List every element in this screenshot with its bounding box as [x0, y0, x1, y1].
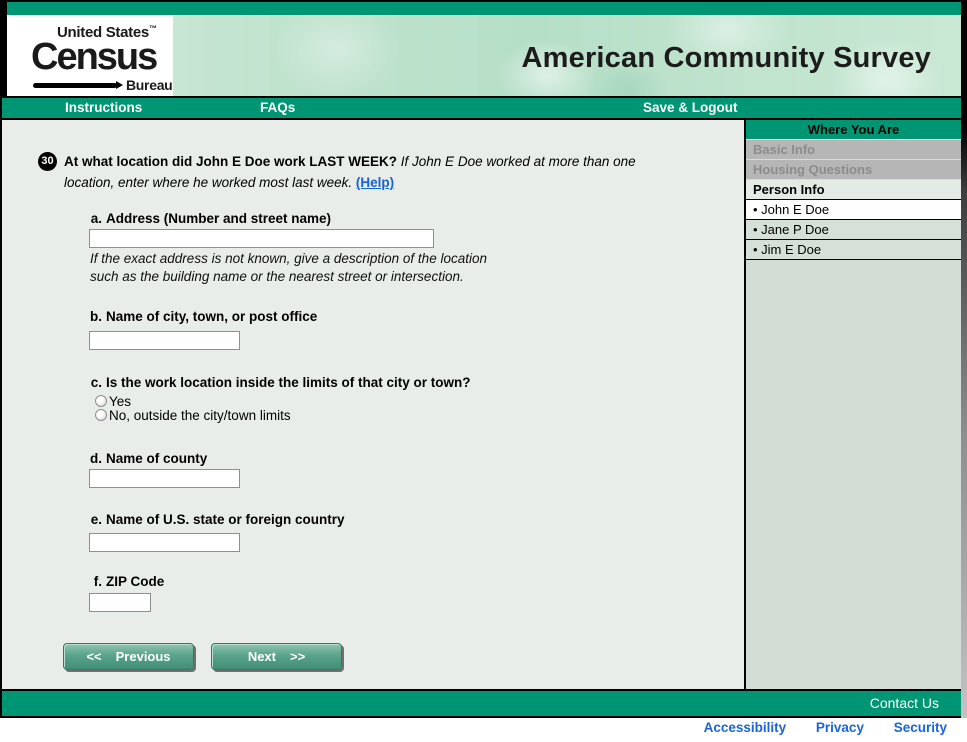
- trademark-symbol: ™: [148, 24, 157, 33]
- sidebar-person-jim[interactable]: • Jim E Doe: [746, 240, 961, 260]
- radio-button-no-icon[interactable]: [95, 409, 107, 421]
- radio-option-no[interactable]: No, outside the city/town limits: [95, 408, 291, 422]
- sidebar-item-person-info: Person Info: [746, 180, 961, 200]
- contact-us-link[interactable]: Contact Us: [869, 695, 939, 711]
- sidebar-item-basic-info: Basic Info: [746, 140, 961, 160]
- field-label-county: d. Name of county: [90, 451, 208, 466]
- page-top-border: [0, 0, 967, 2]
- sidebar-person-jane[interactable]: • Jane P Doe: [746, 220, 961, 240]
- security-link[interactable]: Security: [893, 720, 947, 735]
- next-arrows-icon: >>: [290, 649, 306, 664]
- footer-links: [0, 720, 947, 735]
- logo-bureau-text: Bureau: [126, 77, 173, 94]
- address-note-line1: If the exact address is not known, give a description of the location: [90, 251, 487, 266]
- logo-united-states-text: United States™: [57, 24, 157, 41]
- address-input[interactable]: [89, 229, 434, 248]
- question-number-badge: 30: [38, 152, 57, 171]
- question-bold-text: At what location did John E Doe work LAST WEEK?: [64, 154, 398, 169]
- where-you-are-sidebar: [746, 120, 961, 689]
- top-nav-bar: [2, 98, 961, 118]
- nav-link-instructions[interactable]: Instructions: [65, 100, 143, 115]
- page-left-border-header: [0, 0, 7, 98]
- census-logo-box: [7, 15, 173, 96]
- privacy-link[interactable]: Privacy: [815, 720, 864, 735]
- previous-button[interactable]: << Previous: [63, 643, 194, 670]
- header-banner: [7, 15, 961, 96]
- field-label-address: a. Address (Number and street name): [90, 211, 332, 226]
- radio-button-yes-icon[interactable]: [95, 395, 107, 407]
- logo-census-text: Census: [31, 36, 157, 78]
- page-left-border: [0, 98, 2, 718]
- field-label-city-limits: c. Is the work location inside the limits of that city or town?: [90, 375, 471, 390]
- footer-bottom-line: [0, 716, 967, 718]
- footer-bar: [0, 691, 961, 716]
- address-note-line2: such as the building name or the nearest street or intersection.: [90, 269, 464, 284]
- page-right-border: [961, 0, 967, 718]
- sidebar-title: Where You Are: [746, 120, 961, 140]
- nav-link-faqs[interactable]: FAQs: [260, 100, 296, 115]
- field-label-zip: f. ZIP Code: [93, 574, 165, 589]
- sidebar-item-housing-questions: Housing Questions: [746, 160, 961, 180]
- nav-link-save-logout[interactable]: Save & Logout: [643, 100, 738, 115]
- next-button[interactable]: Next >>: [211, 643, 342, 670]
- city-input[interactable]: [89, 331, 240, 350]
- field-label-state: e. Name of U.S. state or foreign country: [90, 512, 345, 527]
- accessibility-link[interactable]: Accessibility: [703, 720, 787, 735]
- census-bureau-logo: [31, 24, 181, 93]
- question-form-area: [2, 120, 744, 689]
- sidebar-person-john[interactable]: • John E Doe: [746, 200, 961, 220]
- state-input[interactable]: [89, 533, 240, 552]
- help-link[interactable]: (Help): [355, 175, 395, 190]
- page-title: American Community Survey: [521, 42, 931, 74]
- previous-arrows-icon: <<: [86, 649, 102, 664]
- county-input[interactable]: [89, 469, 240, 488]
- question-text: [64, 151, 670, 193]
- logo-underline-bar: [33, 83, 117, 88]
- radio-option-yes[interactable]: Yes: [95, 394, 131, 408]
- header-top-green-bar: [7, 2, 961, 15]
- zip-input[interactable]: [89, 593, 151, 612]
- field-label-city: b. Name of city, town, or post office: [90, 309, 318, 324]
- question-italic-text: If John E Doe worked at more than one location, enter where he worked most last week.: [64, 154, 636, 190]
